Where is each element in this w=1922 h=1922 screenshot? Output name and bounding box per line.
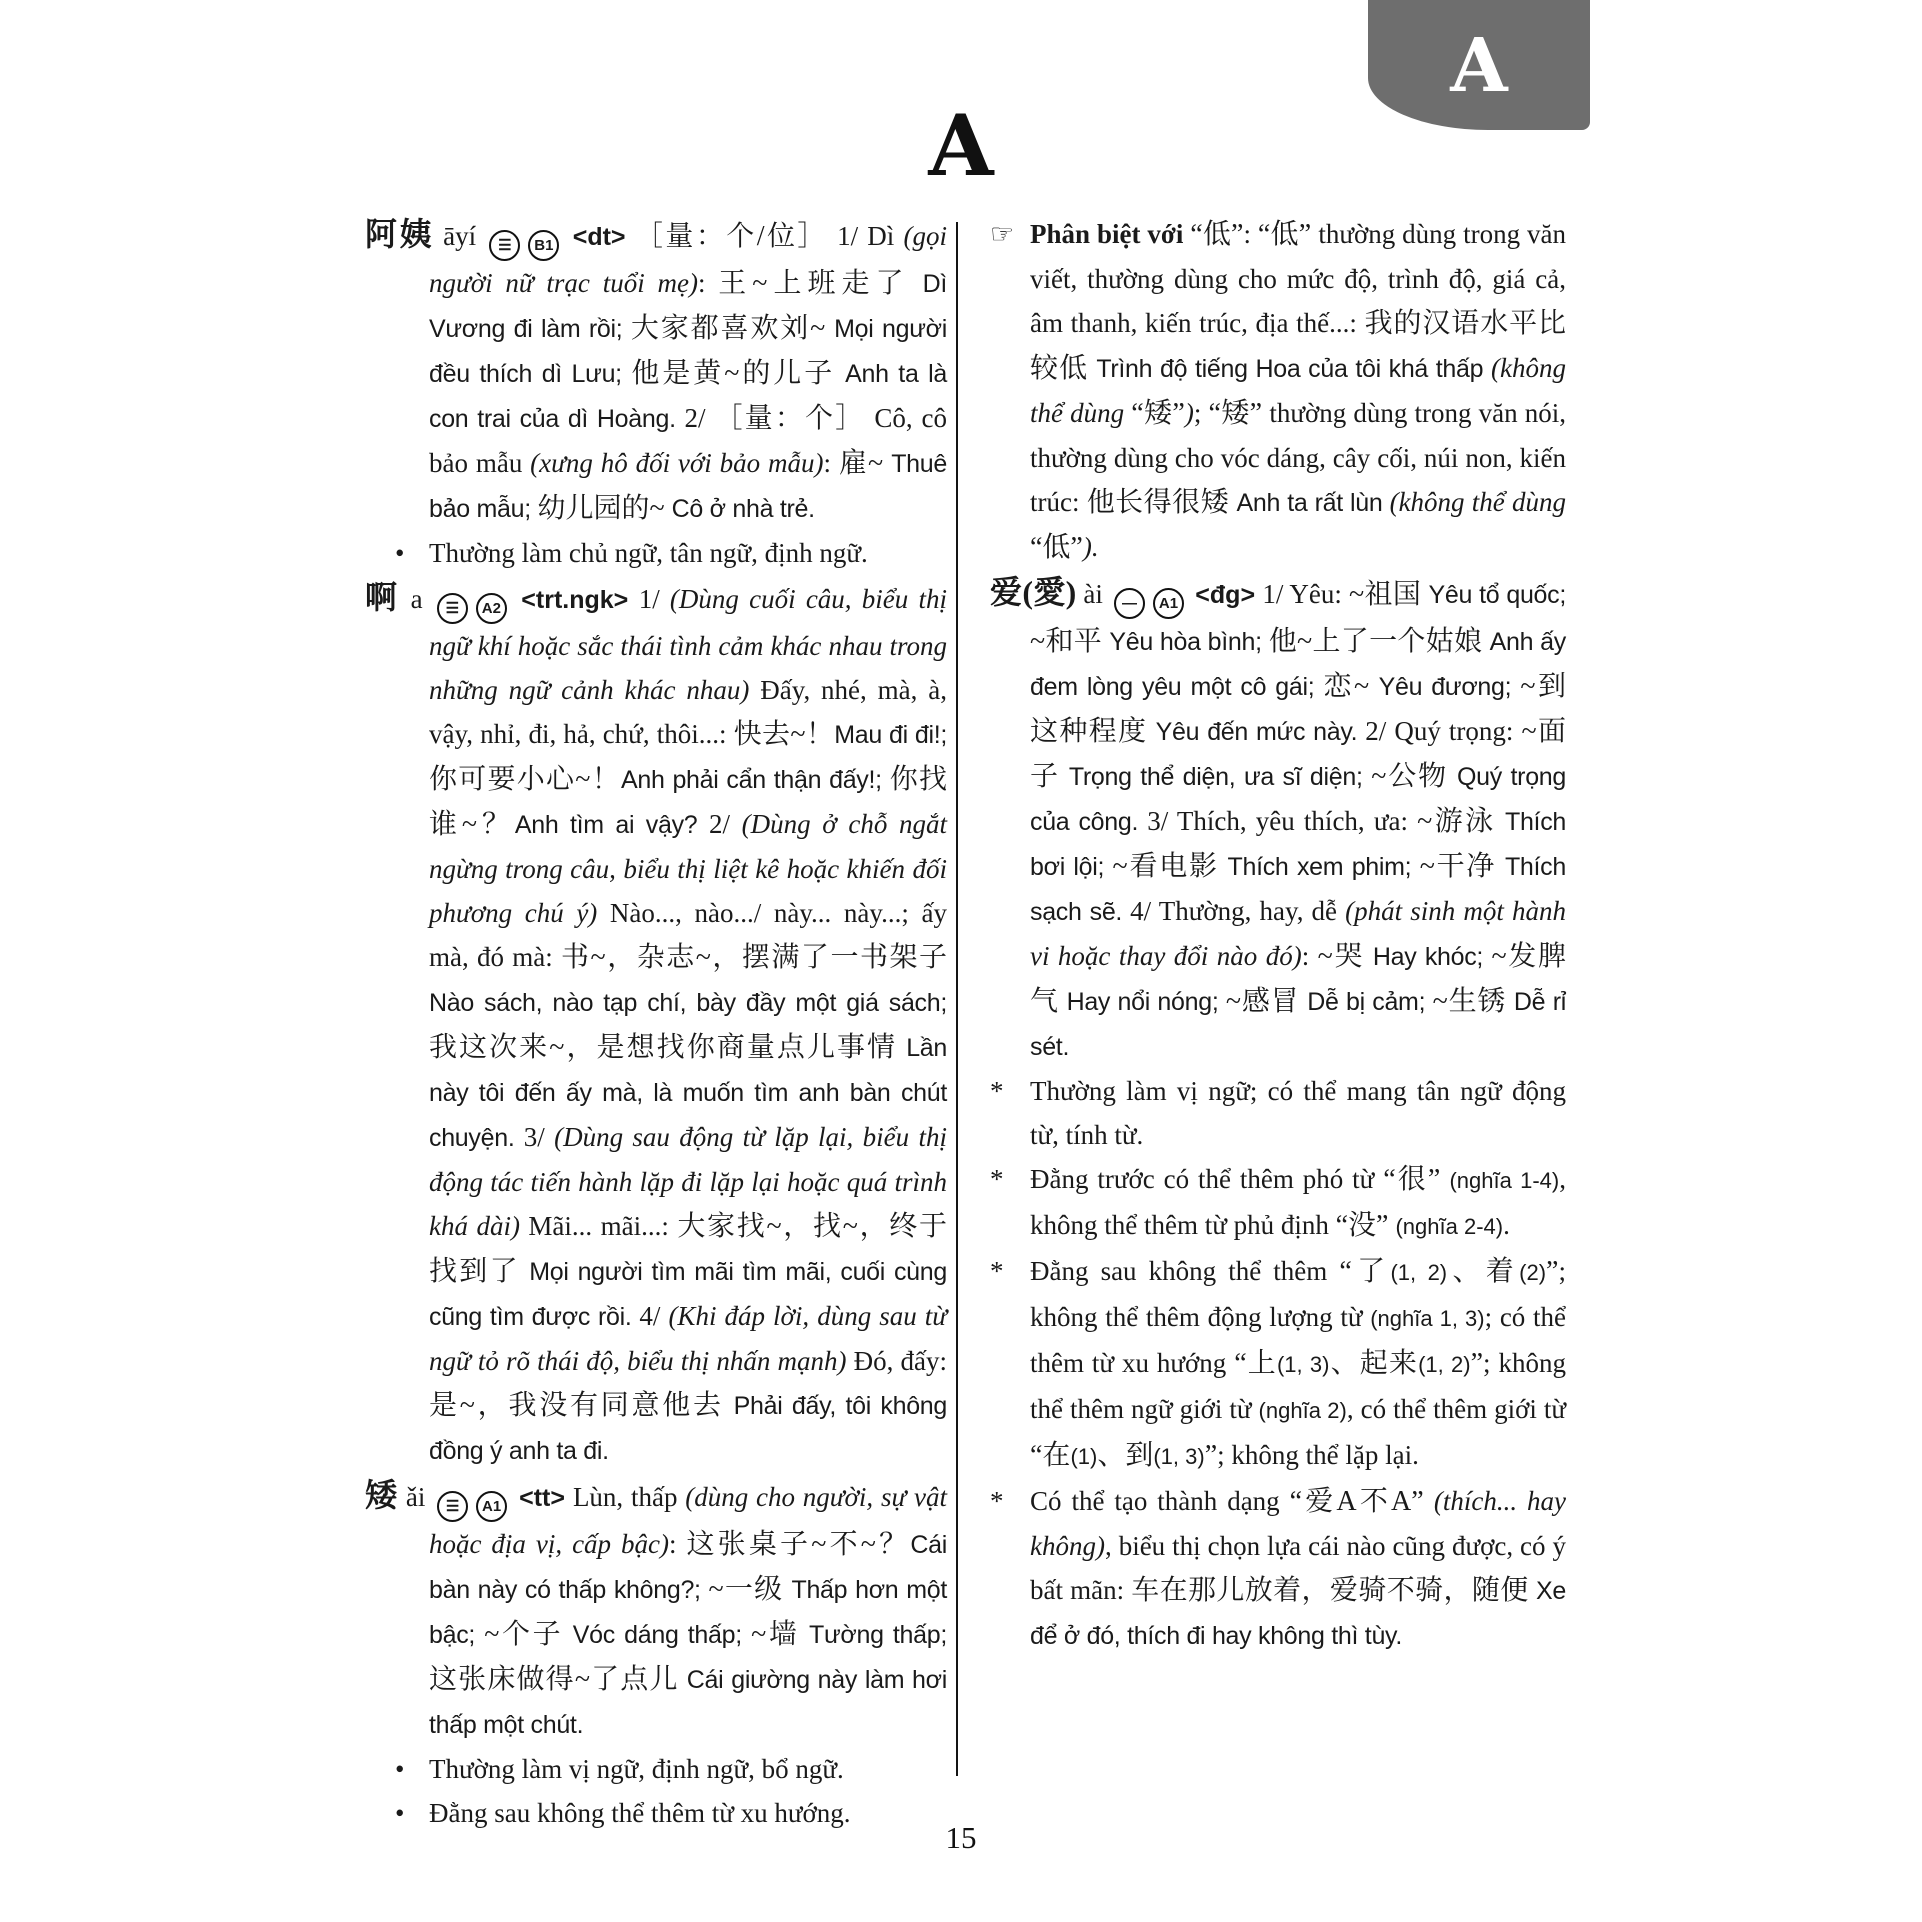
text-run: (nghĩa 2-4)	[1395, 1214, 1504, 1239]
text-run: Thuê bảo mẫu;	[429, 450, 947, 523]
grammar-note	[990, 1157, 1566, 1249]
text-run: 3/	[523, 1122, 555, 1152]
pos-tag: <tt>	[511, 1484, 573, 1512]
text-run: ~公物	[1371, 761, 1458, 792]
text-run: 4/	[639, 1301, 669, 1331]
grammar-note	[990, 1069, 1566, 1157]
text-run: ~祖国	[1349, 579, 1429, 610]
text-run: Thích sạch sẽ.	[1030, 853, 1566, 926]
text-run: 你可要小心~！	[429, 764, 621, 795]
text-run: “爱A不A”	[1289, 1486, 1434, 1517]
text-run: (nghĩa 1-4)	[1449, 1168, 1560, 1193]
text-run: (dùng cho người, sự vật hoặc địa vị, cấp bậc)	[429, 1482, 947, 1559]
section-letter-heading: A	[928, 96, 994, 195]
headword: 矮	[365, 1477, 399, 1513]
text-run: , có thể thêm giới từ	[1346, 1394, 1566, 1424]
text-run: (1, 2)	[1390, 1260, 1448, 1285]
text-run: 恋~	[1323, 671, 1379, 702]
text-run: 3/ Thích, yêu thích, ưa:	[1147, 806, 1418, 836]
text-run: ~哭	[1317, 941, 1373, 972]
text-run: (nghĩa 1, 3)	[1370, 1306, 1485, 1331]
text-run: (không thể dùng	[1389, 487, 1566, 517]
text-run: “没”	[1335, 1210, 1396, 1241]
text-run: Mọi người đều thích dì Lưu;	[429, 315, 947, 388]
text-run: 我的汉语水平比较低	[1030, 308, 1566, 384]
text-run: Trình độ tiếng Hoa của tôi khá thấp	[1096, 355, 1491, 383]
text-run: Thường làm chủ ngữ, tân ngữ, định ngữ.	[429, 538, 868, 568]
text-run: Thích xem phim;	[1227, 853, 1420, 881]
text-run: 大家都喜欢刘~	[630, 313, 835, 344]
text-run: 他是黄~的儿子	[631, 358, 846, 389]
text-run: 这张床做得~了点儿	[429, 1664, 687, 1695]
text-run: 车在那儿放着，爱骑不骑，随便	[1131, 1575, 1537, 1606]
bullet-marker: •	[395, 538, 405, 568]
text-run: ［量：个/位］	[634, 221, 828, 252]
grammar-note	[990, 1479, 1566, 1658]
text-run: ).	[1082, 532, 1099, 562]
pinyin: a	[400, 584, 433, 614]
text-run: ~干净	[1419, 851, 1505, 882]
text-run: Trọng thể diện, ưa sĩ diện;	[1068, 763, 1372, 791]
text-run: Cô ở nhà trẻ.	[671, 495, 815, 523]
text-run: Nào sách, nào tạp chí, bày đầy một giá sách;	[429, 989, 947, 1017]
text-run: Đó, đấy:	[853, 1346, 948, 1376]
column-divider	[956, 222, 958, 1776]
text-run: ; không thể thêm động lượng từ	[1030, 1256, 1566, 1332]
text-run: Dễ bị cảm;	[1307, 988, 1433, 1016]
text-run: ~墙	[751, 1619, 809, 1650]
pos-tag: <đg>	[1188, 581, 1263, 609]
text-run: Thích bơi lội;	[1030, 808, 1566, 881]
text-run: (nghĩa 2)	[1258, 1398, 1347, 1423]
text-run: Nào..., nào.../ này... này...; ấy mà, đó mà:	[429, 898, 947, 972]
pinyin: āyí	[433, 221, 486, 251]
text-run: “上	[1234, 1348, 1277, 1379]
text-run: Anh phải cẩn thận đấy!;	[620, 766, 890, 794]
asterisk-marker: *	[990, 1486, 1004, 1516]
text-run: Đằng sau không thể thêm từ xu hướng.	[429, 1798, 851, 1828]
text-run: :	[668, 1529, 687, 1559]
text-run: Quý trọng của công.	[1030, 763, 1567, 836]
text-run: (không thể dùng	[1030, 353, 1566, 428]
bullet-marker: •	[395, 1754, 405, 1784]
text-run: 这张桌子~不~？	[686, 1529, 911, 1560]
text-run: Dì Vương đi làm rồi;	[429, 270, 947, 343]
text-run: (2)	[1519, 1260, 1547, 1285]
comparison-note	[990, 212, 1566, 570]
text-run: Cô, cô bảo mẫu	[429, 403, 947, 478]
text-run: Lùn, thấp	[572, 1482, 686, 1512]
text-run: (1, 3)	[1153, 1444, 1205, 1469]
text-run: 2/	[708, 809, 742, 839]
text-run: (Dùng ở chỗ ngắt ngừng trong câu, biểu thị liệt kê hoặc khiến đối phương chú ý)	[429, 809, 947, 928]
pointing-finger-icon: ☞	[990, 219, 1015, 249]
text-run: (phát sinh một hành vi hoặc thay đổi nào đó)	[1030, 896, 1566, 971]
text-run: ~到这种程度	[1030, 671, 1566, 747]
text-run: , không thể thêm từ phủ định	[1030, 1164, 1566, 1240]
text-run: “矮”	[1208, 398, 1270, 429]
text-run: (Khi đáp lời, dùng sau từ ngữ tỏ rõ thái độ, biểu thị nhấn mạnh)	[429, 1301, 947, 1376]
text-run: Lần này tôi đến ấy mà, là muốn tìm anh bàn chút chuyện.	[429, 1034, 947, 1152]
text-run: Thường làm vị ngữ, định ngữ, bổ ngữ.	[429, 1754, 844, 1784]
text-run: “很”	[1383, 1164, 1450, 1195]
text-run: 是~，我没有同意他去	[429, 1390, 734, 1421]
text-run: ;	[1193, 398, 1209, 428]
circled-three-icon: ☰	[437, 1491, 468, 1522]
text-run: (1, 2)	[1418, 1352, 1471, 1377]
text-run: 1/	[638, 584, 670, 614]
text-run: thường dùng trong văn viết, thường dùng cho mức độ, trình độ, giá cả, âm thanh, kiến trúc, địa thế...:	[1030, 219, 1567, 338]
text-run: Mãi... mãi...:	[528, 1211, 678, 1241]
text-run: Mọi người tìm mãi tìm mãi, cuối cùng cũng tìm được rồi.	[429, 1258, 947, 1331]
text-run: Anh ấy đem lòng yêu một cô gái;	[1030, 628, 1566, 701]
text-run: (Dùng sau động từ lặp lại, biểu thị động tác tiến hành lặp đi lặp lại hoặc quá trình khá dài)	[429, 1122, 948, 1241]
text-run: )	[1184, 398, 1194, 428]
pinyin: ǎi	[398, 1482, 434, 1512]
text-run: ”	[1204, 1440, 1218, 1471]
text-run: 4/ Thường, hay, dễ	[1130, 896, 1346, 926]
text-run: Xe để ở đó, thích đi hay không thì tùy.	[1030, 1577, 1566, 1650]
text-run: Anh tìm ai vậy?	[514, 811, 709, 839]
text-run: 王~上班走了	[718, 268, 923, 299]
text-run: 、起来	[1329, 1348, 1419, 1379]
text-run: Yêu tổ quốc;	[1428, 581, 1566, 609]
text-run: 我这次来~，是想找你商量点儿事情	[429, 1032, 907, 1063]
text-run: ~感冒	[1225, 986, 1308, 1017]
text-run: “低”	[1257, 219, 1319, 250]
text-run: Có thể tạo thành dạng	[1030, 1486, 1290, 1516]
pos-tag: <dt>	[563, 223, 635, 251]
text-run: “低”	[1030, 532, 1083, 563]
headword: 啊	[365, 579, 401, 615]
text-run: Tường thấp;	[808, 1621, 947, 1649]
text-run: Thường làm vị ngữ; có thể mang tân ngữ động từ, tính từ.	[1030, 1076, 1566, 1150]
circled-a1-badge: A1	[476, 1491, 507, 1522]
text-run: ~生锈	[1432, 986, 1514, 1017]
text-run: ~个子	[484, 1619, 573, 1650]
text-run: 雇~	[838, 448, 892, 479]
text-run: 2/ Quý trọng:	[1365, 716, 1522, 746]
headword: 爱(愛)	[990, 574, 1077, 610]
text-run: ［量：个］	[714, 403, 866, 434]
text-run: 你找谁~？	[429, 764, 947, 840]
text-run: Đấy, nhé, mà, à, vậy, nhỉ, đi, hả, chứ, thôi...:	[429, 675, 947, 749]
text-run: 书~，杂志~，摆满了一书架子	[561, 942, 947, 973]
text-run: (xưng hô đối với bảo mẫu)	[530, 448, 824, 478]
text-run: :	[823, 448, 839, 478]
left-column	[365, 212, 947, 1835]
text-run: Hay nổi nóng;	[1066, 988, 1226, 1016]
tab-letter: A	[1450, 23, 1508, 109]
text-run: (1)	[1070, 1444, 1098, 1469]
text-run: :	[1301, 941, 1318, 971]
asterisk-marker: *	[990, 1256, 1004, 1286]
text-run: Vóc dáng thấp;	[572, 1621, 752, 1649]
text-run: 、着	[1447, 1256, 1520, 1287]
text-run: Anh ta rất lùn	[1236, 489, 1390, 517]
text-run: Cái giường này làm hơi thấp một chút.	[429, 1666, 947, 1739]
text-run: ”	[1546, 1256, 1559, 1287]
pinyin: ài	[1076, 579, 1111, 609]
text-run: 1/ Dì	[827, 221, 904, 251]
text-run: Hay khóc;	[1372, 943, 1492, 971]
text-run: 他~上了一个姑娘	[1268, 626, 1490, 657]
grammar-note	[365, 1747, 947, 1791]
text-run: Thấp hơn một bậc;	[429, 1576, 948, 1649]
page-number: 15	[945, 1820, 977, 1855]
text-run: Đằng sau không thể thêm	[1030, 1256, 1340, 1286]
headword: 阿姨	[365, 216, 434, 252]
grammar-note	[990, 1249, 1566, 1479]
text-run: ~游泳	[1417, 806, 1505, 837]
text-run: ~一级	[708, 1574, 792, 1605]
text-run: 幼儿园的~	[537, 493, 672, 524]
text-run: “了	[1339, 1256, 1391, 1287]
circled-a2-badge: A2	[476, 593, 507, 624]
text-run: Cái bàn này có thấp không?;	[429, 1531, 947, 1604]
text-run: , biểu thị chọn lựa cái nào cũng được, có ý bất mãn:	[1030, 1531, 1566, 1605]
asterisk-marker: *	[990, 1164, 1004, 1194]
text-run: (Dùng cuối câu, biểu thị ngữ khí hoặc sắc thái tình cảm khác nhau trong những ngữ cảnh khác nhau)	[429, 584, 947, 705]
text-run: ~发脾气	[1030, 941, 1566, 1017]
dictionary-entry	[990, 570, 1566, 1069]
pos-tag: <trt.ngk>	[510, 586, 639, 614]
text-run: Yêu đến mức này.	[1155, 718, 1366, 746]
circled-a1-badge: A1	[1153, 588, 1184, 619]
text-run: ~面子	[1030, 716, 1566, 792]
text-run: Phải đấy, tôi không đồng ý anh ta đi.	[429, 1392, 948, 1465]
circled-one-icon: —	[1114, 588, 1145, 619]
circled-three-icon: ☰	[489, 230, 520, 261]
text-run: Dễ rỉ sét.	[1030, 988, 1566, 1061]
text-run: “矮”	[1131, 398, 1185, 429]
text-run: ; không thể lặp lại.	[1217, 1440, 1419, 1470]
text-run: 、到	[1097, 1440, 1154, 1471]
text-run: 快去~！	[733, 719, 835, 750]
dictionary-entry	[365, 212, 947, 531]
bullet-marker: •	[395, 1798, 405, 1828]
text-run: (1, 3)	[1276, 1352, 1330, 1377]
text-run: Mau đi đi!;	[834, 721, 947, 749]
text-run: 1/ Yêu:	[1262, 579, 1350, 609]
text-run: “低”	[1190, 219, 1244, 250]
asterisk-marker: *	[990, 1076, 1004, 1106]
text-run: Đằng trước có thể thêm phó từ	[1030, 1164, 1384, 1194]
text-run: 他长得很矮	[1086, 487, 1237, 518]
text-run: ~看电影	[1112, 851, 1228, 882]
text-run: ~和平	[1030, 626, 1110, 657]
text-run: (thích... hay không)	[1030, 1486, 1566, 1561]
text-run: ”	[1470, 1348, 1484, 1379]
circled-b1-badge: B1	[528, 230, 559, 261]
grammar-note	[365, 531, 947, 575]
text-run: 大家找~，找~，终于找到了	[429, 1211, 947, 1287]
text-run: .	[1503, 1210, 1510, 1240]
circled-three-icon: ☰	[437, 593, 468, 624]
text-run: Phân biệt với	[1030, 219, 1191, 249]
text-run: Yêu hòa bình;	[1109, 628, 1269, 656]
text-run: (gọi người nữ trạc tuổi mẹ)	[429, 221, 947, 298]
text-run: ; không thể thêm ngữ giới từ	[1030, 1348, 1566, 1424]
text-run: :	[697, 268, 719, 298]
right-column	[990, 212, 1566, 1658]
text-run: ; có thể thêm từ xu hướng	[1030, 1302, 1566, 1378]
text-run: Anh ta là con trai của dì Hoàng.	[429, 360, 947, 433]
text-run: 2/	[684, 403, 715, 433]
dictionary-entry	[365, 1473, 947, 1747]
dictionary-entry	[365, 575, 947, 1473]
text-run: Yêu đương;	[1378, 673, 1521, 701]
text-run: :	[1243, 219, 1258, 249]
text-run: “在	[1030, 1440, 1071, 1471]
text-run: thường dùng trong văn nói, thường dùng cho vóc dáng, cây cối, núi non, kiến trúc:	[1030, 398, 1566, 517]
